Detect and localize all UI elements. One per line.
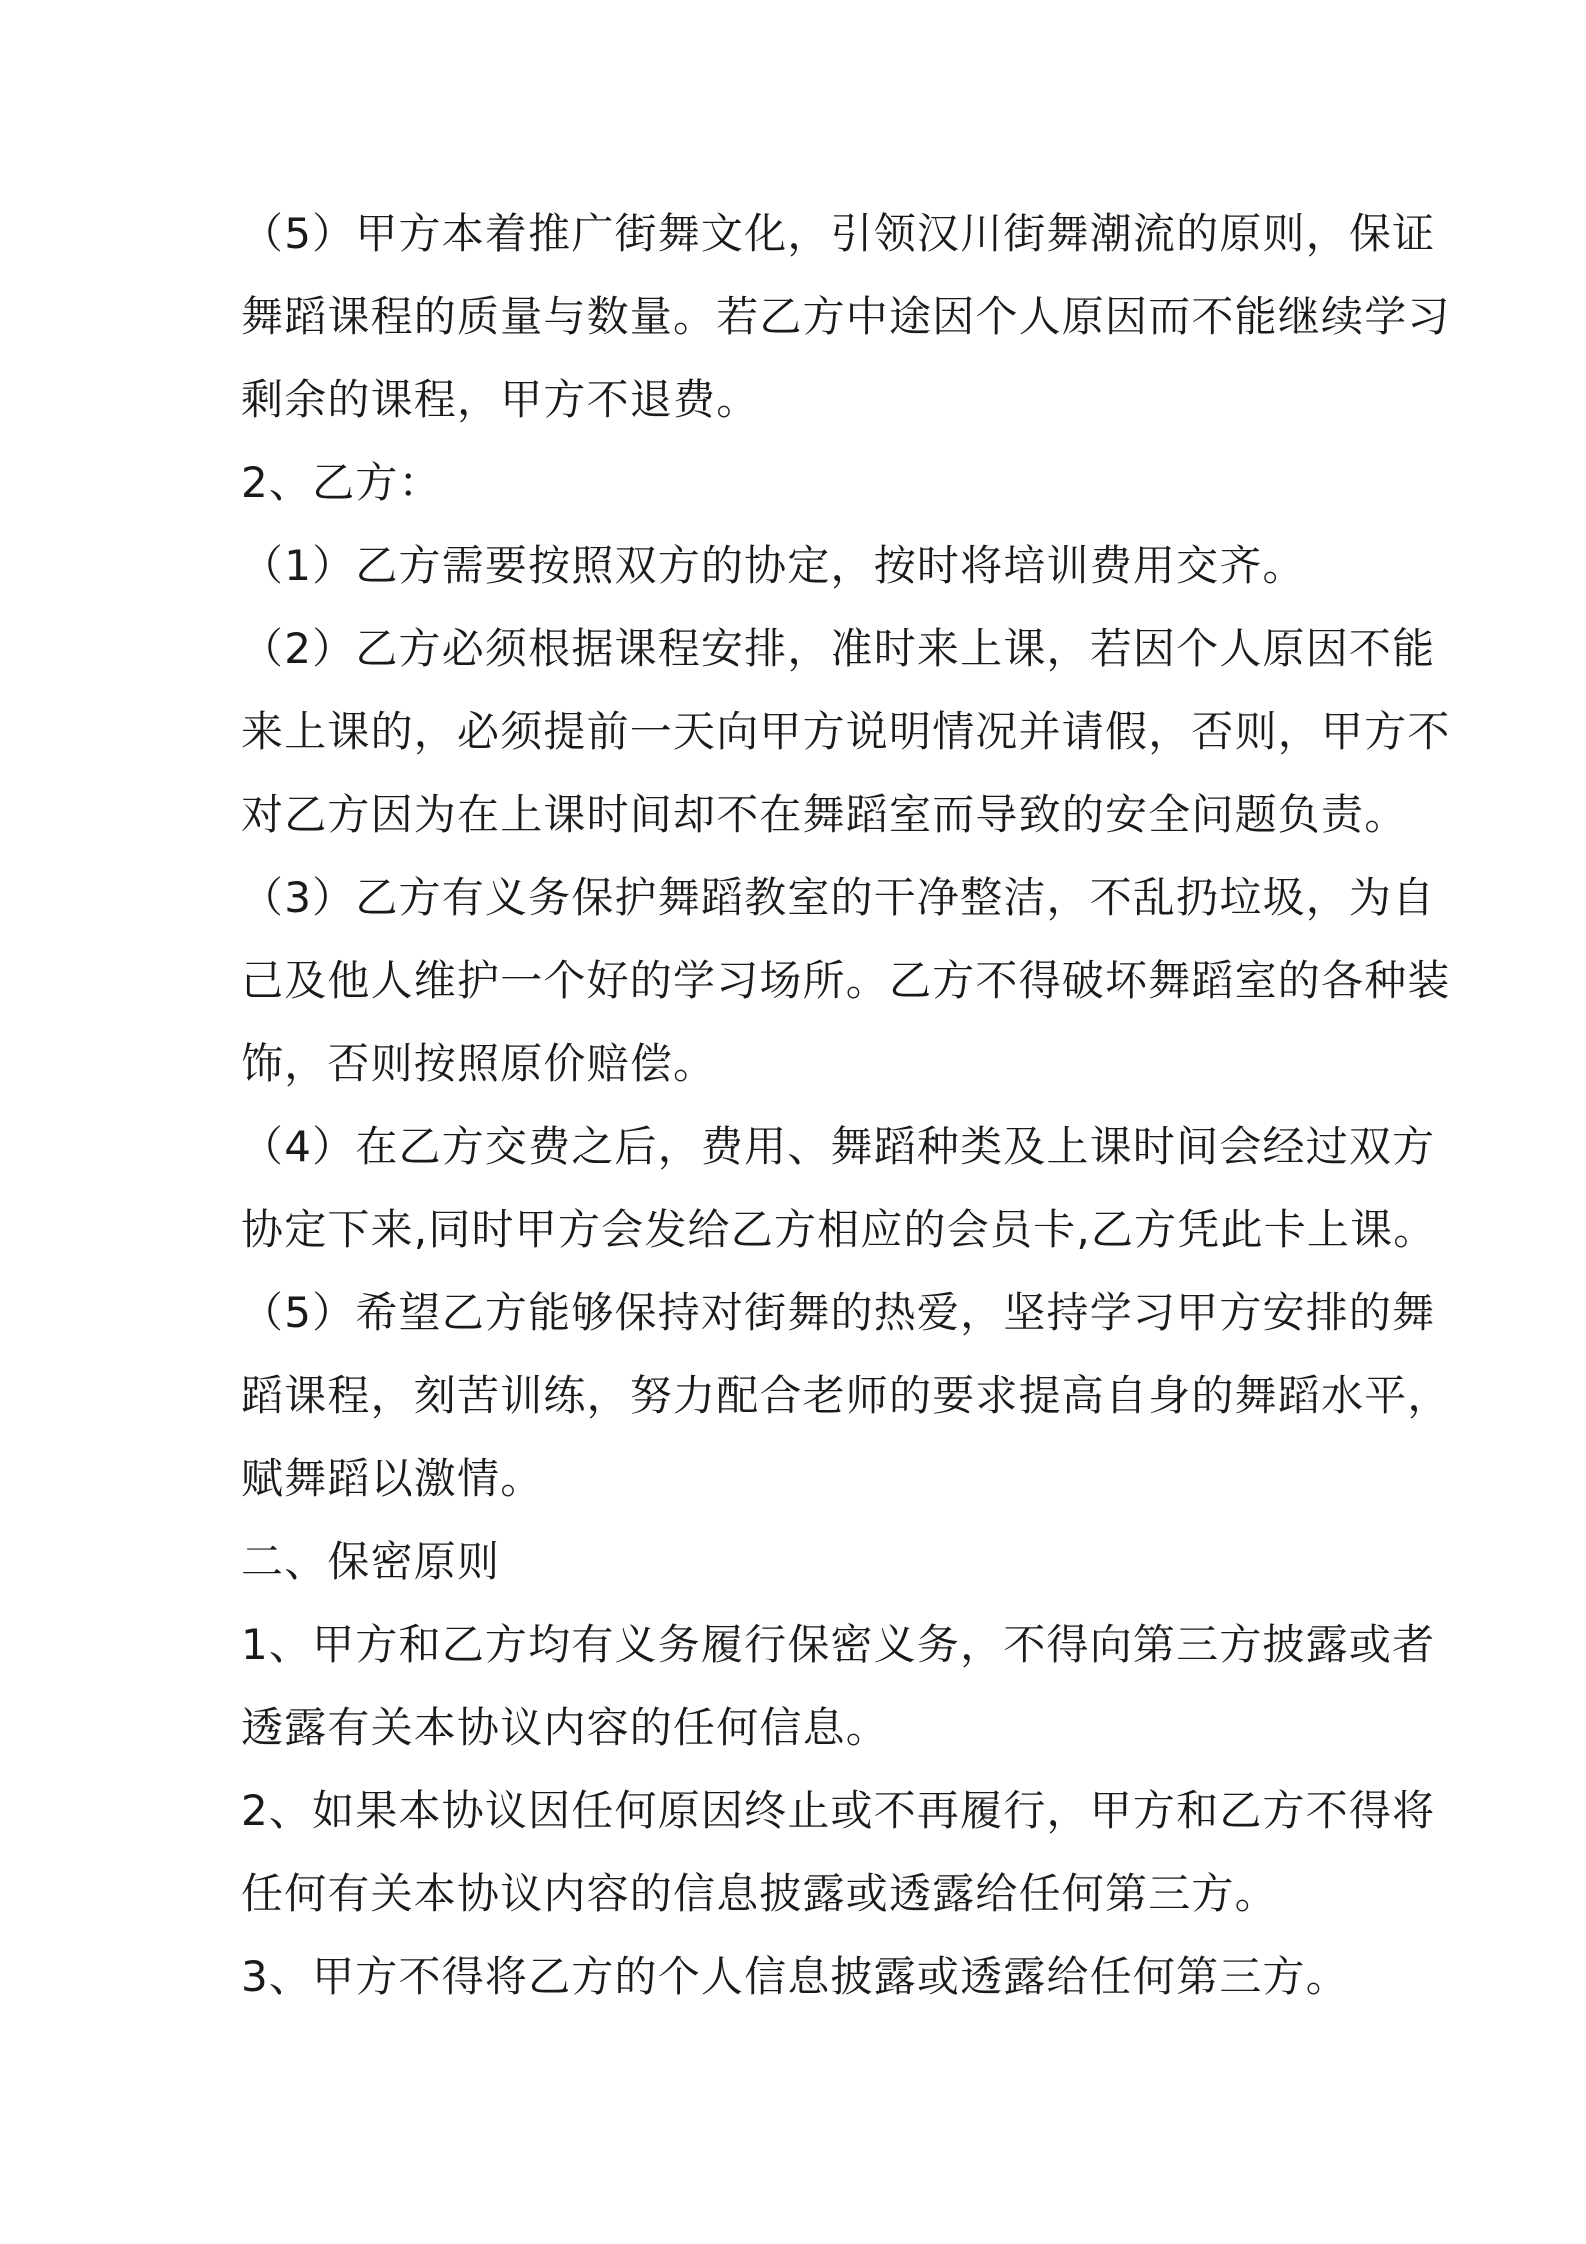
clause-jia-5 xyxy=(241,192,1451,441)
clause-yi-2 xyxy=(241,607,1451,856)
section-heading-secrecy xyxy=(241,1520,1359,1603)
text-line: （5）甲方本着推广街舞文化，引领汉川街舞潮流的原则，保证 xyxy=(241,209,1436,258)
text-line: （1）乙方需要按照双方的协定，按时将培训费用交齐。 xyxy=(241,541,1306,590)
clause-secrecy-3 xyxy=(241,1935,1359,2018)
text-line: 舞蹈课程的质量与数量。若乙方中途因个人原因而不能继续学习 xyxy=(241,292,1451,341)
text-line: 剩余的课程，甲方不退费。 xyxy=(241,375,760,424)
text-line: 2、如果本协议因任何原因终止或不再履行，甲方和乙方不得将 xyxy=(241,1786,1436,1835)
text-line: 二、保密原则 xyxy=(241,1537,501,1586)
text-line: 3、甲方不得将乙方的个人信息披露或透露给任何第三方。 xyxy=(241,1952,1349,2001)
clause-yi-4 xyxy=(241,1105,1437,1271)
text-line: 来上课的，必须提前一天向甲方说明情况并请假，否则，甲方不 xyxy=(241,707,1451,756)
text-line: 1、甲方和乙方均有义务履行保密义务，不得向第三方披露或者 xyxy=(241,1620,1436,1669)
clause-yi-5 xyxy=(241,1271,1451,1520)
text-line: 透露有关本协议内容的任何信息。 xyxy=(241,1703,890,1752)
text-line: （3）乙方有义务保护舞蹈教室的干净整洁，不乱扔垃圾，为自 xyxy=(241,873,1436,922)
text-line: 蹈课程，刻苦训练，努力配合老师的要求提高自身的舞蹈水平， xyxy=(241,1371,1451,1420)
text-line: 赋舞蹈以激情。 xyxy=(241,1454,544,1503)
text-line: 己及他人维护一个好的学习场所。乙方不得破坏舞蹈室的各种装 xyxy=(241,956,1451,1005)
text-line: 2、乙方： xyxy=(241,458,442,507)
clause-secrecy-2 xyxy=(241,1769,1436,1935)
text-line: （2）乙方必须根据课程安排，准时来上课，若因个人原因不能 xyxy=(241,624,1436,673)
text-line: 饰，否则按照原价赔偿。 xyxy=(241,1039,717,1088)
text-line: （4）在乙方交费之后，费用、舞蹈种类及上课时间会经过双方 xyxy=(241,1122,1436,1171)
document-body xyxy=(241,192,1451,2018)
clause-secrecy-1 xyxy=(241,1603,1436,1769)
text-line: 任何有关本协议内容的信息披露或透露给任何第三方。 xyxy=(241,1869,1278,1918)
text-line: 对乙方因为在上课时间却不在舞蹈室而导致的安全问题负责。 xyxy=(241,790,1408,839)
clause-yi-3 xyxy=(241,856,1451,1105)
clause-yi-1 xyxy=(241,524,1359,607)
text-line: （5）希望乙方能够保持对街舞的热爱，坚持学习甲方安排的舞 xyxy=(241,1288,1436,1337)
section-heading-yi xyxy=(241,441,1359,524)
text-line: 协定下来,同时甲方会发给乙方相应的会员卡,乙方凭此卡上课。 xyxy=(241,1205,1437,1254)
